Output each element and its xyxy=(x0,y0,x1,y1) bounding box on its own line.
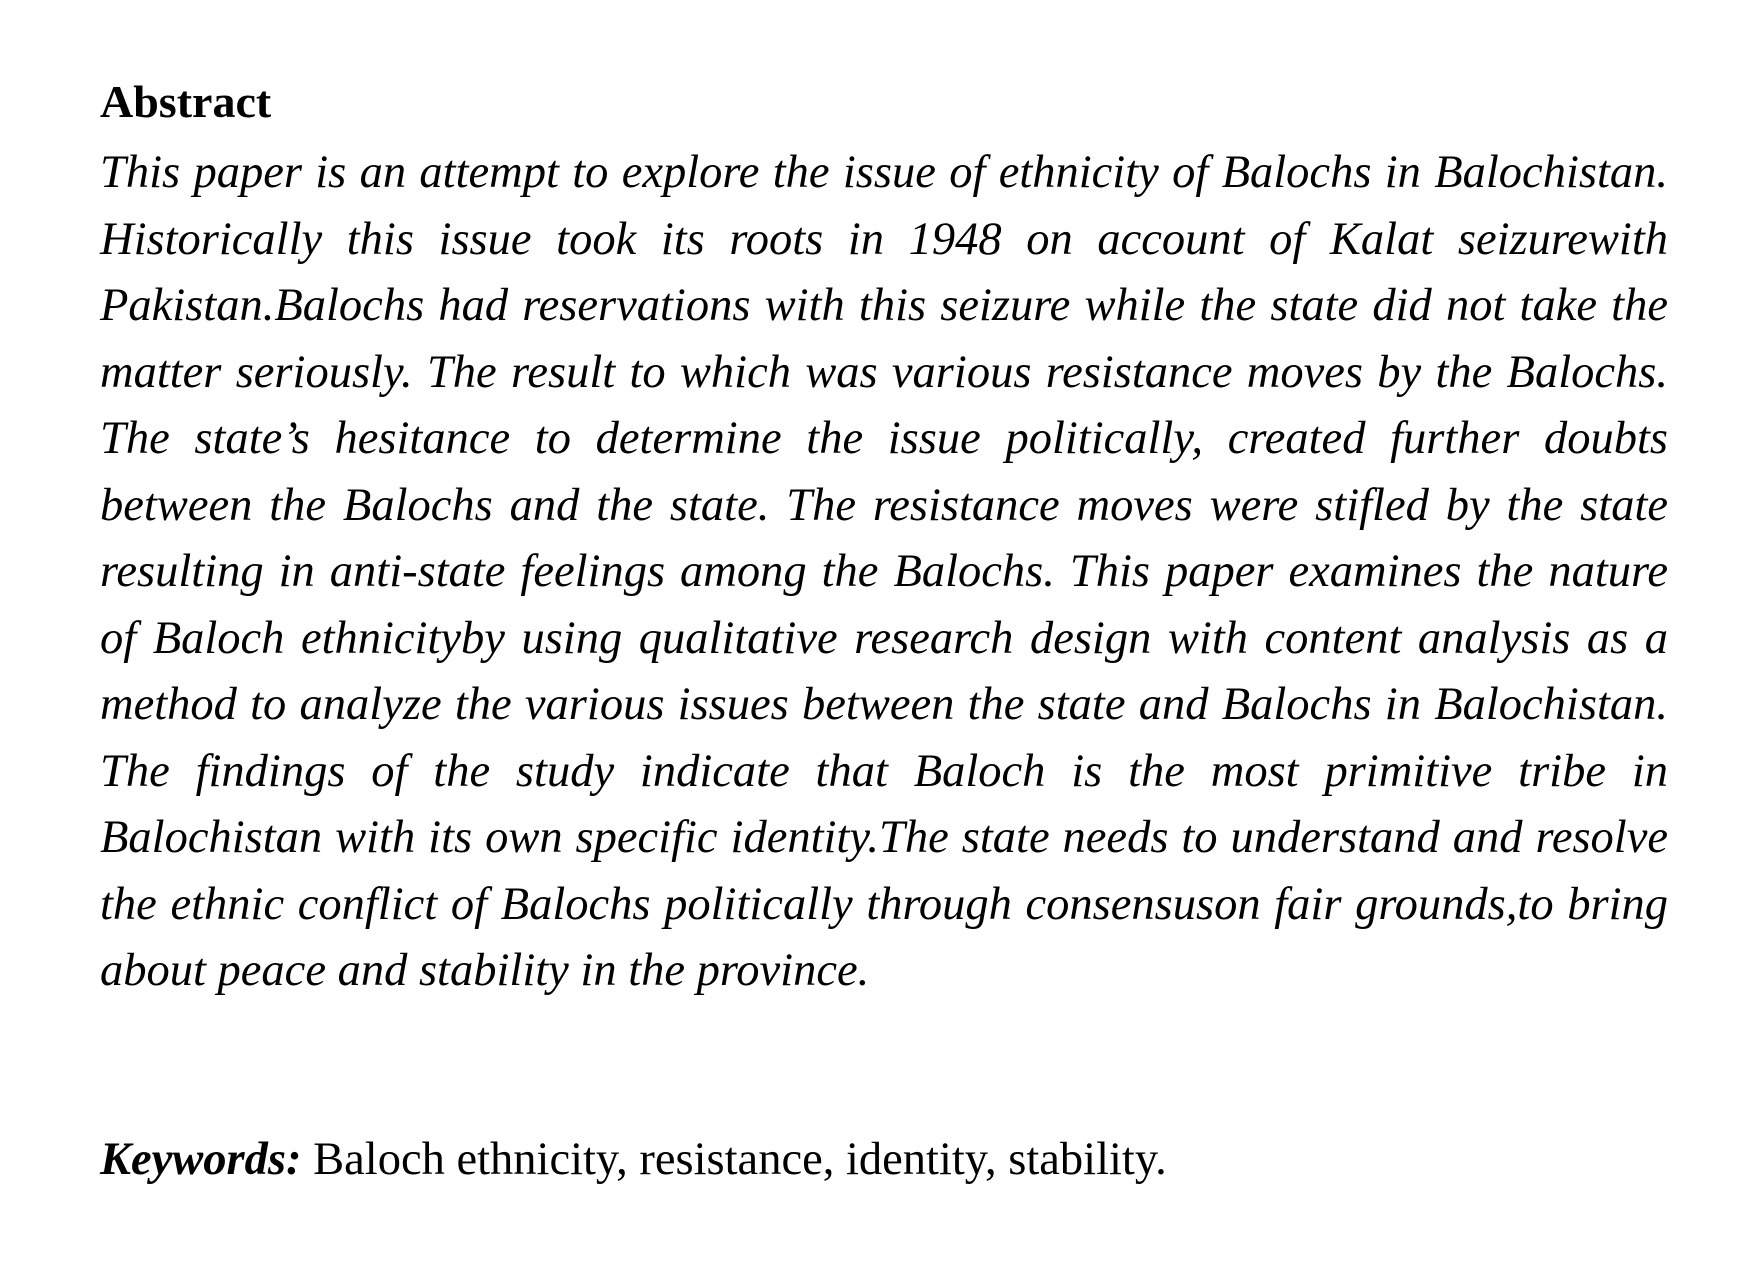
abstract-section xyxy=(100,72,1668,1005)
keywords-label: Keywords: xyxy=(100,1134,302,1185)
keywords-line xyxy=(100,1130,1668,1190)
keywords-text: Baloch ethnicity, resistance, identity, stability. xyxy=(313,1134,1167,1185)
abstract-body: This paper is an attempt to explore the issue of ethnicity of Balochs in Balochistan. Historically this issue took its roots in 1948 on account of Kalat seizurewith Pakistan.Balochs had reservations with this seizure while the state did not take the matter seriously. The result to which was various resistance moves by the Balochs. The state’s hesitance to determine the issue politically, created further doubts between the Balochs and the state. The resistance moves were stifled by the state resulting in anti-state feelings among the Balochs. This paper examines the nature of Baloch ethnicityby using qualitative research design with content analysis as a method to analyze the various issues between the state and Balochs in Balochistan. The findings of the study indicate that Baloch is the most primitive tribe in Balochistan with its own specific identity.The state needs to understand and resolve the ethnic conflict of Balochs politically through consensuson fair grounds,to bring about peace and stability in the province. xyxy=(100,147,1668,996)
abstract-heading: Abstract xyxy=(100,76,272,127)
